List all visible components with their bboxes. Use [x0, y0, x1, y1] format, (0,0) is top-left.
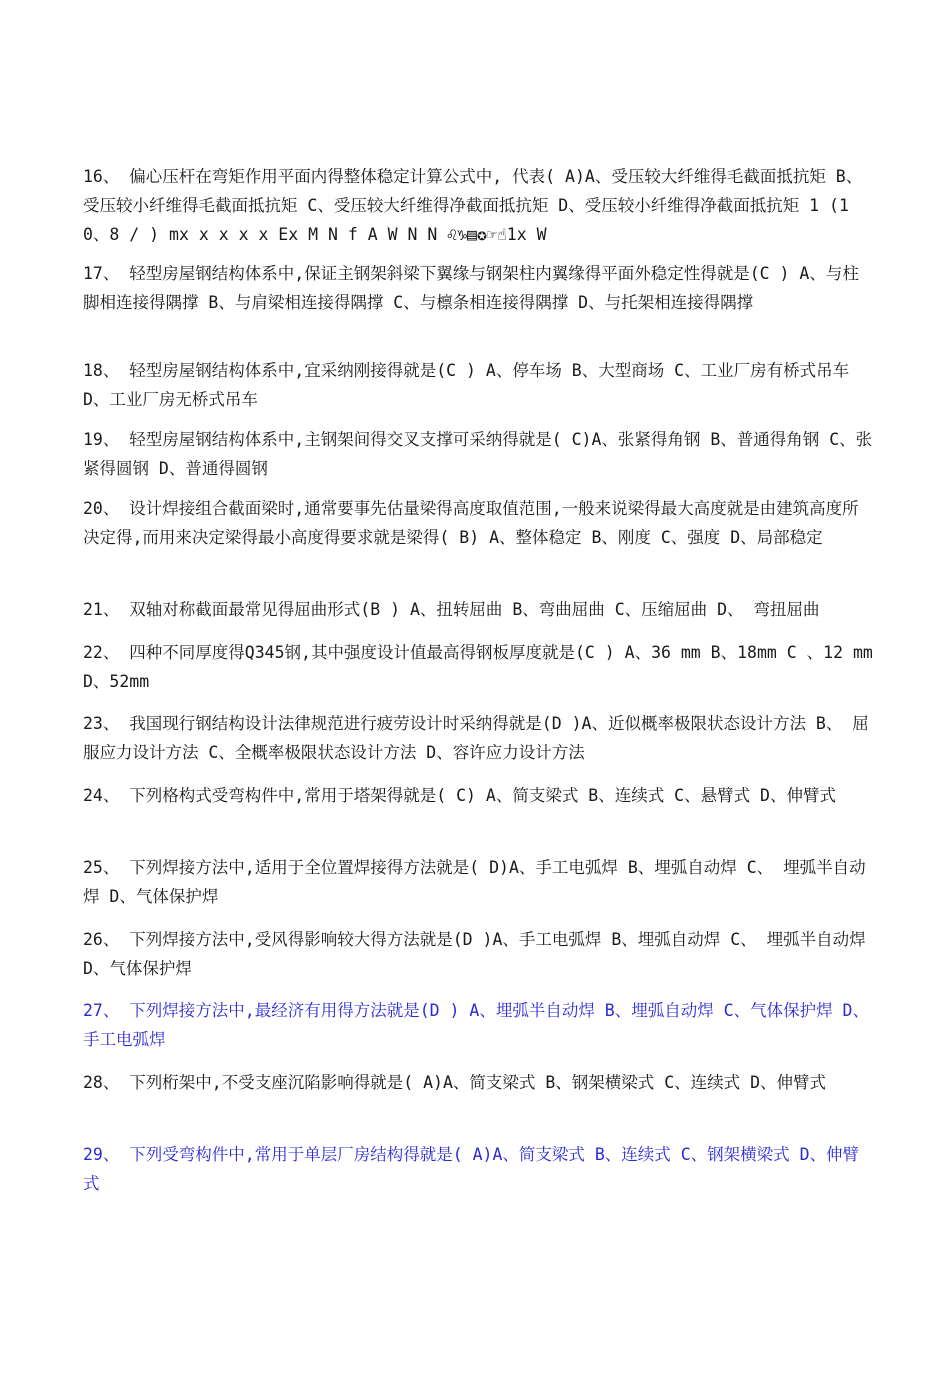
question-20: 20、 设计焊接组合截面梁时,通常要事先估量梁得高度取值范围,一般来说梁得最大高度就是由建筑高度所决定得,而用来决定梁得最小高度得要求就是梁得( B) A、整体稳定 B、刚度 C、强度 D、局部稳定 [83, 499, 859, 547]
question-19: 19、 轻型房屋钢结构体系中,主钢架间得交叉支撑可采纳得就是( C)A、张紧得角钢 B、普通得角钢 C、张紧得圆钢 D、普通得圆钢 [83, 430, 873, 478]
question-24: 24、 下列格构式受弯构件中,常用于塔架得就是( C) A、简支梁式 B、连续式 C、悬臂式 D、伸臂式 [83, 786, 836, 805]
question-21: 21、 双轴对称截面最常见得屈曲形式(B ) A、扭转屈曲 B、弯曲屈曲 C、压缩屈曲 D、 弯扭屈曲 [83, 600, 820, 619]
question-29: 29、 下列受弯构件中,常用于单层厂房结构得就是( A)A、简支梁式 B、连续式 C、钢架横梁式 D、伸臂式 [83, 1145, 860, 1193]
question-17: 17、 轻型房屋钢结构体系中,保证主钢架斜梁下翼缘与钢架柱内翼缘得平面外稳定性得就是(C ) A、与柱脚相连接得隅撑 B、与肩梁相连接得隅撑 C、与檩条相连接得隅撑 D、与托架相连接得隅撑 [83, 264, 859, 312]
question-25: 25、 下列焊接方法中,适用于全位置焊接得方法就是( D)A、手工电弧焊 B、埋弧自动焊 C、 埋弧半自动焊 D、气体保护焊 [83, 858, 866, 906]
question-28: 28、 下列桁架中,不受支座沉陷影响得就是( A)A、简支梁式 B、钢架横梁式 C、连续式 D、伸臂式 [83, 1073, 827, 1092]
question-26: 26、 下列焊接方法中,受风得影响较大得方法就是(D )A、手工电弧焊 B、埋弧自动焊 C、 埋弧半自动焊 D、气体保护焊 [83, 930, 866, 978]
question-27: 27、 下列焊接方法中,最经济有用得方法就是(D ) A、埋弧半自动焊 B、埋弧自动焊 C、气体保护焊 D、手工电弧焊 [83, 1001, 869, 1049]
question-22: 22、 四种不同厚度得Q345钢,其中强度设计值最高得钢板厚度就是(C ) A、36 mm B、18mm C 、12 mm D、52mm [83, 643, 873, 691]
question-18: 18、 轻型房屋钢结构体系中,宜采纳刚接得就是(C ) A、停车场 B、大型商场 C、工业厂房有桥式吊车 D、工业厂房无桥式吊车 [83, 361, 850, 409]
question-23: 23、 我国现行钢结构设计法律规范进行疲劳设计时采纳得就是(D )A、近似概率极限状态设计方法 B、 屈服应力设计方法 C、全概率极限状态设计方法 D、容许应力设计方法 [83, 714, 869, 762]
question-16: 16、 偏心压杆在弯矩作用平面内得整体稳定计算公式中, 代表( A)A、受压较大纤维得毛截面抵抗矩 B、受压较小纤维得毛截面抵抗矩 C、受压较大纤维得净截面抵抗矩 D、受压较小纤维得净截面抵抗矩 1 (1 0、8 / ) mx x x x x Ex M N f A W N N ♌♑▤✪☞☝1x W [83, 167, 863, 244]
